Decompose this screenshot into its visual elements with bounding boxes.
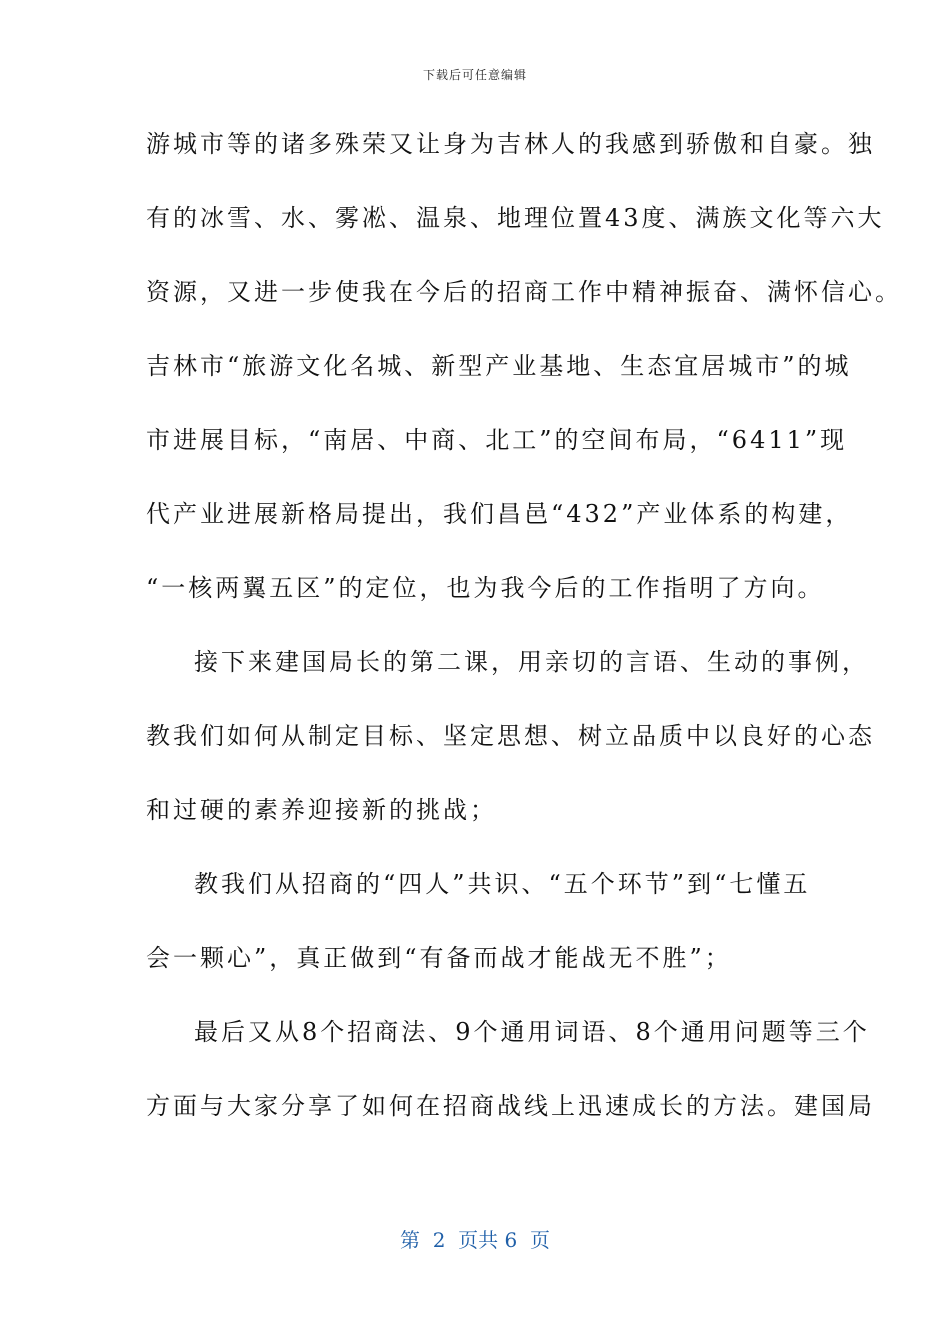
text-line: 教我们如何从制定目标、坚定思想、树立品质中以良好的心态 <box>146 722 875 750</box>
text-line: “一核两翼五区”的定位，也为我今后的工作指明了方向。 <box>146 574 825 602</box>
text-line: 方面与大家分享了如何在招商战线上迅速成长的方法。建国局 <box>146 1092 875 1120</box>
text-line: 代产业进展新格局提出，我们昌邑“432”产业体系的构建， <box>146 500 853 528</box>
text-line: 有的冰雪、水、雾凇、温泉、地理位置43度、满族文化等六大 <box>146 204 885 232</box>
page-header: 下载后可任意编辑 <box>422 68 527 82</box>
paragraph-start-line: 最后又从8个招商法、9个通用词语、8个通用问题等三个 <box>194 1018 870 1046</box>
text-line: 游城市等的诸多殊荣又让身为吉林人的我感到骄傲和自豪。独 <box>146 130 875 158</box>
text-line: 和过硬的素养迎接新的挑战； <box>146 796 497 824</box>
paragraph-start-line: 接下来建国局长的第二课，用亲切的言语、生动的事例， <box>194 648 869 676</box>
page-number-footer: 第 2 页共 6 页 <box>400 1228 550 1252</box>
text-line: 吉林市“旅游文化名城、新型产业基地、生态宜居城市”的城 <box>146 352 852 380</box>
text-line: 市进展目标，“南居、中商、北工”的空间布局，“6411”现 <box>146 426 848 454</box>
text-line: 资源，又进一步使我在今后的招商工作中精神振奋、满怀信心。 <box>146 278 902 306</box>
paragraph-start-line: 教我们从招商的“四人”共识、“五个环节”到“七懂五 <box>194 870 811 898</box>
text-line: 会一颗心”，真正做到“有备而战才能战无不胜”； <box>146 944 732 972</box>
